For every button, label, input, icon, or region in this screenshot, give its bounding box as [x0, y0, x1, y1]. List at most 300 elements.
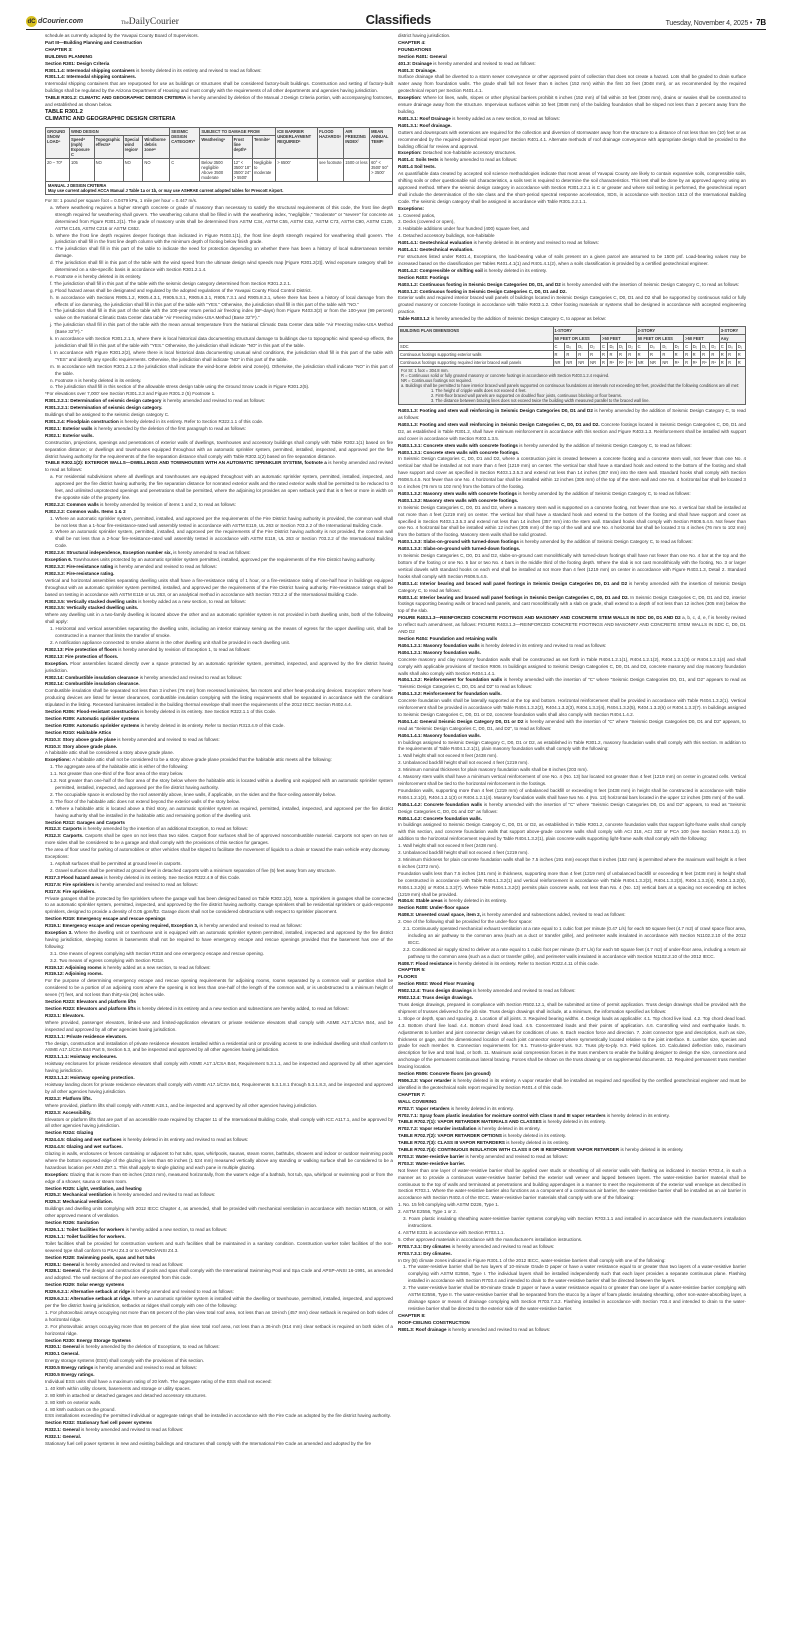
paragraph: [45, 826, 393, 833]
paragraph-text: In Seismic Design Categories C, D0, D1 and D2, where a masonry stem wall is supported on a concrete footing, not fewer than one No. 4 vertical bar shall be installed at not more than 4 feet (1219 mm) on center. The vertical bar shall have a standard hook and extend to the bottom of the footing and shall have support and cover as specified in Section R403.1.3.5.3 and extend not less than 14 inches (357 mm) into the stem wall. Standard hooks shall comply with Section R608.5.4.5. Not fewer than one No. 4 horizontal bar shall be installed within 12 inches (305 mm) of the top of the wall and one No. 4 horizontal bar shall be located 3 to 4 inches (76 mm to 102 mm) from the bottom of the footing. Masonry stem walls shall be solid grouted.: [398, 504, 746, 538]
paragraph-lead: Section R306: Flood-resistant construction: [45, 709, 139, 715]
paragraph: [45, 978, 393, 999]
table-cell: C: [719, 343, 726, 351]
list-item: 3. The floor of the habitable attic does not extend beyond the exterior walls of the story below.: [50, 798, 240, 804]
table-cell: C: [553, 343, 565, 351]
paragraph-text: 3. Minimum nominal thickness for plain masonry foundation walls shall be 8 inches (203 mm).: [398, 767, 588, 773]
paragraph: [45, 426, 393, 433]
paragraph: [398, 760, 746, 767]
table-cell: NO: [94, 158, 123, 181]
paragraph-text: is hereby deleted in its entirety. See Section R322.4.9 of this Code.: [102, 874, 241, 880]
masthead: [26, 13, 766, 30]
paragraph-lead: R302.13: Fire protection of floors: [45, 646, 117, 652]
paragraph-text: Exceptions:: [45, 854, 69, 860]
list-item: 2. The water-resistive barrier shall be 60-minute Grade D paper or have a water resistance equal to or greater than one layer of a water-resistive barrier complying with ASTM E2556, Type II. The water-resistive barrier shall be separated from the stucco by a layer of foam plastic insulating sheathing, other non-water-absorbing layer, a drainage space or means of drainage complying with Section R703.7.3.2. Flashing installed in accordance with Section 703.4 and intended to drain to the water-resistive barrier shall be directed to the exterior side of the water-resistive barrier.: [403, 1285, 746, 1311]
paragraph-text: A habitable attic shall be considered a story above grade plane.: [45, 750, 174, 756]
paragraph: [398, 643, 746, 650]
paragraph-text: Elevators or platform lifts that are part of an accessible route required by Chapter 11 of the International Building Code, shall comply with ICC A117.1, and be approved by all other agencies having jurisdiction.: [45, 1116, 393, 1129]
paragraph: [398, 1147, 746, 1154]
table-cell: D₀: [727, 343, 737, 351]
paragraph-lead: TABLE R702.7(2): VAPOR RETARDER OPTIONS: [398, 1133, 502, 1139]
section-heading: Section R329: Solar energy systems: [45, 1282, 125, 1288]
paragraph: [398, 1168, 746, 1203]
paragraph: [398, 1258, 746, 1265]
paragraph-lead: R319.12: Adjoining rooms: [45, 964, 102, 970]
list-item: a. Where weathering requires a higher strength concrete or grade of masonry than necessary to satisfy the structural requirements of this code, the frost line depth strength required for weathering shall govern. The weathering column shall be filled in with the weathering index, "negligible," "moderate" or "severe" for concrete as determined from Figure R301.2(1). The grade of masonry units shall be determined from ASTM C34, ASTM C55, ASTM C62, ASTM C73, ASTM C90, ASTM C129, ASTM C145, ASTM C216 or ASTM C652.: [50, 204, 393, 231]
paragraph-text: is hereby amended and revised to read as follows:: [130, 1289, 234, 1295]
paragraph-lead: R403.1.3.1: Concrete stem walls with concrete footings: [398, 442, 518, 448]
paragraph-lead: R401.4.2: Compressible or shifting soil: [398, 267, 483, 273]
list-item: 2. A notification appliance connected to smoke alarms in the other dwelling unit shall be provided in each dwelling unit.: [50, 639, 291, 645]
paragraph-lead: Exception:: [398, 150, 422, 156]
paragraph-text: Construction, projections, openings and penetrations of exterior walls of dwellings, townhouses and accessory buildings shall comply with Table R302.1(1) based on fire separation distance; or dwellings and townhouses equipped throughout with an automatic sprinkler system, permitted, installed, inspected, and approved per the fire district having authority for the requirements of the fire separation distance shall comply with Table R302.1(2) based on fire separation distance.: [45, 439, 393, 459]
paragraph: [45, 896, 393, 917]
table-cell: R: [673, 351, 684, 359]
paragraph: [398, 753, 746, 760]
paragraph-text: Where any dwelling unit in a two-family dwelling is located above the other and an automatic sprinkler system is not provided in both dwelling units, both of the following shall apply:: [45, 612, 393, 625]
paragraph: [45, 833, 393, 847]
paragraph-lead: R408.7: Flood resistance: [398, 960, 453, 966]
paragraph: [45, 33, 393, 40]
paragraph-text: A habitable attic shall not be considered to be a story above grade plane provided that the habitable attic meets all the following:: [71, 757, 332, 763]
section-heading: R703.2: Water-resistive barrier.: [398, 1160, 466, 1166]
paragraph-lead: R301.1.4: Intermodal shipping containers: [45, 67, 135, 73]
section-heading: Section R328: Swimming pools, spas and hot tubs: [45, 1254, 156, 1260]
paragraph-text: Hoistway landing doors for private residence elevators shall comply with ASME A17.1/CSA B44, Requirements 5.3.1.8.1 through 5.3.1.8.3, and be inspected and approved by all other agencies having jurisdiction.: [45, 1081, 393, 1094]
section-heading: Section R319: Emergency escape and rescue openings: [45, 916, 166, 922]
paragraph-text: 1. Wall height shall not exceed 8 feet (2438 mm).: [398, 753, 498, 759]
paragraph: [45, 557, 393, 564]
paragraph-text: Concrete foundation walls shall be laterally supported at the top and bottom. Horizontal reinforcement shall be provided in accordance with Table R404.1.3.2(1). Vertical reinforcement shall be provided in accordance with Table R404.1.3.2(2), R404.1.3.2(3), R404.1.3.2(4), R404.1.3.2(5), R404.1.3.2(6) or R404.1.3.2(7). In buildings assigned to Seismic Design Categories C, D0, D1 or D2, concrete foundation walls shall also comply with Section R404.1.4.2.: [398, 698, 746, 717]
paragraph-text: is hereby deleted in its entirety. Refer to Section R322.4.11 of this code.: [452, 960, 599, 966]
paragraph-text: is hereby deleted in its entirety.: [476, 1126, 541, 1132]
table-cell: R: [719, 351, 726, 359]
paragraph-text: is hereby deleted in its entirety and revised to read as follows:: [479, 642, 607, 648]
paragraph-text: is hereby deleted in its entirety. See Section R322.1.1 of this Code.: [138, 709, 277, 715]
page-number: 7B: [756, 18, 766, 27]
bullet: •: [749, 20, 753, 27]
manual-j-title: MANUAL J DESIGN CRITERIA: [48, 182, 107, 188]
paragraph-text: is hereby amended and revised to read as follows:: [79, 1261, 184, 1267]
table-cell: NR: [648, 359, 660, 367]
paragraph-text: is hereby amended and revised to read as follows:: [431, 60, 536, 66]
section-heading: Section R330: Energy Storage Systems: [45, 1337, 131, 1343]
table-cell: R: [710, 351, 719, 359]
footnote-subline: 2. First-floor braced wall panels are supported on doubled floor joists, continuous blocking or floor beams.: [431, 393, 622, 399]
section-heading: R401.3: Drainage.: [398, 67, 437, 73]
table-cell: D₁: [577, 343, 589, 351]
footing-table: [398, 326, 746, 367]
paragraph-text: is hereby added as a new section, to read as follows:: [450, 115, 560, 121]
paragraph: [398, 233, 746, 240]
table-row: [399, 359, 746, 367]
table-title: CLIMATIC AND GEOGRAPHIC DESIGN CRITERIA: [45, 116, 176, 123]
paragraph-text: is hereby amended by the addition of Seismic Design Category C, to read as follows:: [518, 539, 693, 545]
paragraph: [398, 1209, 746, 1216]
paragraph-text: is hereby deleted in its entirety.: [619, 1147, 684, 1153]
table-cell: Rᵃ: [710, 359, 719, 367]
table-cell: R: [684, 351, 691, 359]
paragraph-lead: Exception 6.: [45, 557, 73, 563]
paragraph: [398, 774, 746, 788]
paragraph: [45, 1020, 393, 1034]
section-heading: R302.14: Combustible insulation clearance.: [45, 681, 140, 687]
section-heading: R323.1.1.2: Hoistway opening protection.: [45, 1075, 135, 1081]
paragraph-text: is hereby added a new section, to read as follows:: [124, 1227, 228, 1232]
section-heading: Section R324: Glazing: [45, 1130, 94, 1136]
section-heading: ROOF-CEILING CONSTRUCTION: [398, 1319, 470, 1325]
table-cell: Rᵃ: [608, 359, 618, 367]
paragraph: [45, 750, 393, 757]
paragraph-lead: R702.7.1: Spray foam plastic insulation for moisture control with Class II and III vapor retarders: [398, 1112, 606, 1118]
paragraph-lead: 401.3: Drainage: [398, 60, 432, 66]
paragraph-text: Where the dwelling unit or townhouse unit is equipped with an automatic sprinkler system permitted, installed, inspected and approved by the fire district having jurisdiction, sleeping rooms in basements shall not be required to have emergency escape and rescue openings provided that the basement has one of the following:: [45, 930, 393, 949]
paragraph-text: Glazing in walls, enclosures or fences containing or adjacent to hot tubs, spas, whirlpools, saunas, steam rooms, bathtubs, showers and indoor or outdoor swimming pools where the bottom exposed edge of the glazing is less than 60 inches (1 524 mm) measured vertically above any standing or walking surface shall be considered to be a hazardous location per ANSI Z97.1. This shall apply to single glazing and each pane in multiple glazing.: [45, 1151, 393, 1170]
section-heading: CHAPTER 4:: [398, 39, 426, 45]
site-logo-text: dCourier.com: [38, 18, 84, 25]
paragraph: [45, 1427, 393, 1434]
table-cell: 2-STORY: [636, 327, 719, 335]
list-item: g. Flood hazard areas shall be designated and regulated by the adopted regulations of the Yavapai County Flood Control District.: [50, 287, 312, 293]
paragraph-lead: R403.1.4: Interior bearing and braced wall panel footings in Seismic Design Categories D0, D1 and D2: [398, 580, 628, 586]
table-cell: D₂: [589, 343, 601, 351]
paragraph-lead: R403.1.3.2: Masonry stem walls with concrete footings: [398, 490, 517, 496]
list-item: m. In accordance with Section R301.2.1.2 the jurisdiction shall indicate the wind-borne debris wind zone(s). Otherwise, the jurisdiction shall indicate "NO" in this part of the table.: [50, 363, 393, 376]
paragraph: [45, 1041, 393, 1055]
paragraph-lead: R408.3: Unvented crawl space, item 2,: [398, 912, 481, 918]
paragraph-text: is hereby amended and revised to read as follows:: [113, 564, 217, 569]
paragraph-lead: R401.4: Soils tests: [398, 157, 439, 163]
table-cell: SUBJECT TO DAMAGE FROM: [200, 127, 276, 135]
table-cell: R: [736, 359, 745, 367]
paragraph-text: 1. Slope or depth, span and spacing. 2. Location of all joints. 3. Required bearing widths. 4. Design loads as applicable: 4.1. Top chord live load. 4.2. Top chord dead load. 4.3. Bottom chord live load. 4.4. Bottom chord dead load. 4.5. Concentrated loads and their points of application. 4.6. Controlling wind and earthquake loads. 5. Adjustments to lumber and joint connector design values for conditions of use. 6. Each reaction force and direction. 7. Joint connector type and description, such as size, thickness or gage, and the dimensioned location of each joint connector except where symmetrically located relative to the joint interface. 8. Lumber size, species and grade for each member. 9. Connection requirements for: 9.1. Truss-to-girder-truss. 9.2. Truss ply-to-ply. 9.3. Field splices. 10. Calculated deflection ratio, maximum description for live and total load, or both. 11. Maximum axial compression forces in the truss members to enable the building designer to design the size, connections and anchorage of the permanent continuous lateral bracing. Forces shall be shown on the truss drawing or on supplemental documents. 12. Required permanent truss member bracing location.: [398, 1015, 746, 1070]
paragraph: [45, 1227, 393, 1234]
paragraph-lead: R324.4.5: Glazing and wet surfaces: [45, 1137, 122, 1143]
paragraph-lead: Exceptions:: [45, 757, 72, 763]
list-item: 2. The occupiable space is enclosed by the roof assembly above, knee walls, if applicable, on the sides and the floor-ceiling assembly below.: [50, 791, 336, 797]
table-cell: NO: [123, 158, 143, 181]
section-heading: CHAPTER 7:: [398, 1091, 426, 1097]
table-cell: R: [577, 351, 589, 359]
list-item: 4. Where a habitable attic is located above a third story, an automatic sprinkler system as required, permitted, installed, inspected, and approved per the fire district having authority shall be installed in the habitable attic and remaining portion of the dwelling unit.: [50, 805, 393, 818]
paragraph-text: 4. 80 kWh outdoors on the ground.: [45, 1406, 116, 1412]
list-item: 2. Gravel surfaces shall be permitted at ground level in detached carports with a minimum separation of five (5) feet away from any structure.: [50, 867, 336, 873]
section-heading: Section R325: Light, ventilation, and heating: [45, 1185, 142, 1191]
table-cell: see footnote: [318, 158, 344, 181]
paragraph-lead: R403.1.3: Footing and stem wall reinforcing in Seismic Design Categories D0, D1 and D2: [398, 408, 593, 414]
paragraph: [398, 150, 746, 157]
paragraph: [398, 961, 746, 968]
paragraph-text: is hereby deleted in its entirety.: [541, 1119, 606, 1125]
paragraph-text: 1. 40 kWh within utility closets, basements and storage or utility spaces.: [45, 1385, 191, 1391]
paragraph-lead: R302.2.2: Common walls: [45, 501, 99, 507]
paragraph-lead: R801.3: Roof drainage: [398, 1326, 447, 1332]
paragraph-text: Hoistway enclosures for private residence elevators shall comply with ASME A17.1/CSA B44, Requirement 5.3.1.1, and be inspected and approved by all other agencies having jurisdiction.: [45, 1061, 393, 1074]
paragraph: [45, 1386, 393, 1393]
paragraph-text: 2. For photovoltaic arrays occupying more than 66 percent of the plan view total roof area, not less than a 36-inch (914 mm) clear setback is required on both sides of a horizontal ridge.: [45, 1323, 393, 1336]
paragraph-text: is hereby amended with the insertion of "C" where "Seismic Design Categories D0, D1 and D2" appears, to read as "Seismic Design Categories C, D0, D1, and D2", to read as follows:: [398, 718, 746, 731]
table-cell: SEISMIC DESIGN CATEGORYᶠ: [170, 127, 200, 158]
table-cell: >50 FEET: [601, 335, 637, 343]
paragraph: [45, 391, 393, 398]
paragraph-lead: Exception 3.: [45, 930, 73, 936]
table-cell: Rᵃ: [627, 359, 636, 367]
table-cell: D₂: [627, 343, 636, 351]
paragraph: [45, 95, 393, 109]
paragraph-text: is hereby deleted in its entirety.: [501, 1133, 567, 1139]
paragraph-text: is hereby amended by revision of items 1 and 2, to read as follows:: [98, 501, 236, 507]
table-cell: Windborne debris zoneᵐ: [143, 135, 170, 158]
table-cell: 50 FEET OR LESS: [553, 335, 601, 343]
section-heading: R301.1.4: Intermodal shipping containers.: [45, 74, 137, 80]
table-cell: D₁: [701, 343, 710, 351]
paragraph-text: Glazing that is more than 60 inches (1524 mm), measured horizontally, from the water's edge of a bathtub, hot tub, spa, whirlpool or swimming pool or from the edge of a shower, sauna or steam room.: [45, 1171, 393, 1184]
paragraph-text: Individual ESS units shall have a maximum rating of 20 kWh. The aggregate rating of the ESS shall not exceed:: [45, 1378, 272, 1384]
table-cell: Weatheringᵃ: [200, 135, 232, 158]
footnote-line: a. Buildings shall be permitted to have interior braced wall panels supported on continuous foundations at intervals not exceeding 50 feet, provided that the following conditions are all met:: [401, 383, 740, 389]
paragraph-text: is hereby deleted in its entirety. Refer to Section R322.1.1 of this code.: [118, 418, 264, 424]
list-item: 3.1. One means of egress complying with Section R318 and one emergency escape and rescue opening.: [50, 950, 264, 956]
paragraph-text: 3. Minimum thickness for plain concrete foundation walls shall be 7.5 inches (191 mm) except that 6 inches (152 mm) is permitted where the maximum wall height is 4 feet 6 inches (1372 mm).: [398, 856, 746, 869]
table-cell: R: [691, 351, 701, 359]
paragraph-lead: R403.1.3: Footing and stem wall reinforcing in Seismic Design Categories C, D0, D1 and D2.: [398, 421, 600, 427]
paragraph-lead: R317.5: Fire sprinklers: [45, 881, 95, 887]
table-cell: R: [701, 351, 710, 359]
paragraph-lead: FIGURE R403.1.3—REINFORCED CONCRETE FOOTINGS AND MASONRY AND CONCRETE STEM WALLS IN SDC D0, D1 AND D2: [398, 615, 681, 621]
site-logo[interactable]: [26, 16, 121, 27]
section-heading: R401.4.1: Geotechnical evaluation.: [398, 247, 474, 253]
paragraph: [45, 578, 393, 599]
paragraph: [398, 254, 746, 268]
table-cell: R: [565, 351, 577, 359]
paragraph-lead: TABLE R301.2: CLIMATIC AND GEOGRAPHIC DESIGN CRITERIA: [45, 95, 187, 101]
paragraph-text: is hereby amended with the insertion of "C" where "Seismic Design Categories D0, D1, and D2" appears to read as "Seismic Design Categories C, D0, D1 and D2" to read as follows:: [398, 677, 746, 690]
footnote-subline: 1. The height of cripple walls does not exceed 4 feet.: [431, 388, 527, 394]
table-cell: D₂: [710, 343, 719, 351]
paragraph: [398, 898, 746, 905]
paragraph-lead: R502.12.4: Truss design drawings: [398, 988, 472, 994]
table-cell: C: [684, 343, 691, 351]
paragraph-text: For SI: 1 pound per square foot = 0.0479 kPa, 1 mile per hour = 0.447 m/s.: [45, 197, 198, 203]
table-cell: R: [553, 351, 565, 359]
paragraph: [45, 1192, 393, 1199]
table-cell: R: [589, 351, 601, 359]
table-cell: R: [601, 351, 608, 359]
paragraph-lead: R328.1: General.: [45, 1268, 82, 1274]
paragraph-lead: R401.3.1: Roof Drainage: [398, 115, 451, 121]
paragraph: [45, 1103, 393, 1110]
paragraph-lead: R326.1.1: Toilet facilities for workers: [45, 1227, 125, 1232]
table-cell: R: [608, 351, 618, 359]
paragraph-text: is hereby deleted in its entirety.: [449, 1105, 514, 1111]
paragraph: [45, 661, 393, 675]
list-item: 3. Foam plastic insulating sheathing water-resistive barrier systems complying with Section R703.1.1 and installed in accordance with the manufacturer's installation instructions.: [403, 1216, 746, 1228]
paragraph: [45, 1441, 393, 1448]
paragraph-lead: R330.1: General: [45, 1344, 80, 1350]
paragraph: [398, 857, 746, 871]
table-cell: 50 FEET OR LESS: [636, 335, 684, 343]
climate-design-criteria-table: [45, 127, 393, 182]
section-heading: R401.4 Soil tests.: [398, 164, 436, 170]
section-heading: Section R310: Habitable Attics: [45, 729, 112, 735]
paragraph: [398, 919, 746, 926]
paragraph-lead: R401.4.1: Geotechnical evaluation: [398, 240, 473, 246]
paragraph: [45, 1006, 393, 1013]
paragraph-text: is hereby amended by the addition of Seismic Design Category C, to read as follows:: [516, 490, 691, 496]
paragraph: [45, 1296, 393, 1310]
paragraph-text: is hereby amended and revised to read as follows:: [93, 1365, 197, 1371]
paragraph: [398, 1244, 746, 1251]
section-heading: R403.1.3.2: Masonry stem walls with concrete footings.: [398, 497, 519, 503]
paragraph-lead: R319.1: Emergency escape and rescue opening required, Exception 3,: [45, 923, 199, 929]
paragraph-text: Floor assemblies located directly over a space protected by an automatic sprinkler system, permitted, inspected, and approved by the fire district having jurisdiction.: [45, 660, 393, 673]
list-item: e. Footnote e is hereby deleted in its entirety.: [50, 273, 142, 279]
paragraph-text: In Seismic Design Categories C, D0, D1 and D2, interior footings supporting bearing walls or braced wall panels, and cast monolithically with a slab on grade, shall extend to a depth of not less than 12 inches (305 mm) below the top of the slab.: [398, 594, 746, 614]
section-heading: R403.1.3.3: Slabs-on-ground with turned-down footings.: [398, 546, 521, 552]
table-cell: Rᵃ: [617, 359, 626, 367]
paragraph: [45, 1082, 393, 1096]
table-cell: D₀: [691, 343, 701, 351]
list-item: 2. Where an automatic sprinkler system, permitted, installed, and approved per the requirements of the Fire District having authority is not provided, the common wall shall be not less than a 2-hour fire-resistance-rated wall assembly tested in accordance with ASTM E119, UL 263 or Section 703.2.2 of the International Building Code.: [50, 529, 393, 549]
paragraph: [45, 1344, 393, 1351]
table-cell: R: [648, 351, 660, 359]
section-heading: FLOORS: [398, 974, 418, 980]
table-cell: R: [719, 359, 726, 367]
paragraph-text: 2. 80 kWh in attached or detached garages and detached accessory structures.: [45, 1392, 207, 1398]
paragraph: [398, 1140, 746, 1147]
paragraph-text: 5. Other approved materials in accordance with the manufacturer's installation instructions.: [398, 1236, 583, 1242]
paragraph: [45, 1407, 393, 1414]
section-heading: R404.1.3.2: Reinforcement for foundation walls.: [398, 691, 502, 697]
paragraph-text: 4. ASTM E331 in accordance with Section R703.1.1.: [398, 1229, 505, 1235]
section-title: Classifieds: [365, 12, 431, 27]
section-heading: Section R506: Concrete floors (on ground): [398, 1071, 491, 1077]
paragraph: [45, 709, 393, 716]
paragraph: [45, 612, 393, 626]
table-cell: WIND DESIGN: [69, 127, 169, 135]
paragraph: [398, 802, 746, 816]
section-heading: Section R332: Stationary fuel cell power systems: [45, 1420, 152, 1426]
table-cell: 1-STORY: [553, 327, 636, 335]
paragraph: [398, 677, 746, 691]
paragraph: [45, 723, 393, 730]
paragraph: [45, 688, 393, 709]
paragraph-lead: R506.2.3: Vapor retarder: [398, 1077, 452, 1083]
paragraph-text: Detached non-habitable accessory structures.: [421, 150, 517, 156]
section-heading: R323.1: Elevators.: [45, 1012, 85, 1018]
section-heading: R403.1.3.1: Concrete stem walls with concrete footings.: [398, 449, 520, 455]
paragraph: [45, 1365, 393, 1372]
paragraph: [398, 505, 746, 540]
paragraph: [398, 282, 746, 289]
section-heading: R310.3: Story above grade plane.: [45, 743, 118, 749]
paragraph-text: is hereby amended to read as follows:: [438, 157, 518, 163]
paragraph: [398, 698, 746, 719]
newspaper-prefix: The: [121, 21, 129, 26]
table-cell: D₂: [673, 343, 684, 351]
paragraph-lead: R702.7.2: Vapor retarder installation: [398, 1126, 477, 1132]
paragraph-lead: R703.7.3.1: Dry climates: [398, 1243, 451, 1249]
table-header-row: [46, 127, 393, 135]
paragraph: [398, 1002, 746, 1016]
table-row: [399, 351, 746, 359]
paragraph: [45, 1061, 393, 1075]
paragraph: [398, 491, 746, 498]
paragraph-text: is hereby amended by the deletion of the first paragraph to read as follows:: [92, 425, 246, 431]
table-cell: NR: [553, 359, 565, 367]
section-heading: R324.4.5: Glazing and wet surfaces.: [45, 1144, 123, 1150]
section-heading: R502.12.4: Truss design drawings.: [398, 995, 474, 1001]
paragraph-text: Where lot lines, walls, slopes or other physical barriers prohibit 6 inches (152 mm) of fall within 10 feet (3048 mm), drains or swales shall be constructed to ensure drainage away from the structure. Impervious surfaces within 10 feet (3048 mm) of the building foundation shall be sloped not less than 2 percent away from the building.: [398, 95, 746, 114]
paragraph-text: 2. Decks (covered or open),: [398, 219, 455, 225]
paragraph-text: Private garages shall be protected by fire sprinklers where the garage wall has been designed based on Table R302.1(2), Note a. Sprinklers in garages shall be connected to an automatic sprinkler system, permitted, inspected, and approved by the fire district having authority. Garage sprinklers shall be residential sprinklers or quick-response sprinklers, designed to provide a density of 0.05 gpm/ft2. Garage doors shall not be considered obstructions with respect to sprinkler placement.: [45, 895, 393, 915]
paragraph-text: Combustible insulation shall be separated not less than 3 inches (76 mm) from recessed luminaires, fan motors and other heat-producing devices. Exception: Where heat-producing devices are listed for lesser clearances, combustible insulation complying with the listing requirements shall be separated in accordance with the conditions stipulated in the listing. Recessed luminaires installed in the building thermal envelope shall meet the requirements of the 2012 IECC Section R402.4.4.: [45, 688, 393, 708]
paragraph-text: Where provided, platform lifts shall comply with ASME A18.1, and be inspected and approved by all other agencies having jurisdiction.: [45, 1102, 318, 1108]
section-heading: R401.3.1: Roof drainage.: [398, 122, 452, 128]
paragraph-text: is hereby amended by the insertion of an additional Exception, to read as follows:: [81, 826, 249, 832]
list-item: b. Where the frost line depth requires deeper footings than indicated in Figure R403.1(1), the frost line depth strength required for weathering shall govern. The jurisdiction shall fill in the frost line depth column with the minimum depth of footing below finish grade.: [50, 232, 393, 245]
paragraph-text: is hereby deleted in its entirety. Refer to Section R313.4.9 of this Code.: [139, 722, 285, 728]
paragraph-text: 1. No. 15 felt complying with ASTM D226, Type 1.: [398, 1202, 500, 1208]
paragraph-text: Foundation walls, supporting more than 4 feet (1219 mm) of unbalanced backfill or exceeding 8 feet (2438 mm) in height shall be constructed in accordance with Table R404.1.2.1(2), R404.1.2.1(3) or R404.1.2.1(4). Masonry foundation walls shall have two No. 4 (No. 13) horizontal bars located in the upper 12 inches (305 mm) of the wall.: [398, 787, 746, 800]
paragraph: [45, 1172, 393, 1186]
paragraph-text: is hereby amended by the addition of Seismic Design Category C, to appear as below:: [429, 316, 607, 322]
paragraph: [398, 61, 746, 68]
paragraph: [45, 1268, 393, 1282]
paragraph-lead: R703.2: Water-resistive barrier: [398, 1153, 465, 1159]
paragraph: [398, 456, 746, 491]
paragraph: [398, 988, 746, 995]
paragraph-text: a, b, c, d, e, f is hereby revised to reflect such amendment, as follows: FIGURE R403.1.3—REINFORCED CONCRETE FOOTINGS AND MASONRY AND CONCRETE STEM WALLS IN SDC C, D0, D1 AND D2: [398, 615, 746, 635]
table-cell: MEAN ANNUAL TEMPʲ: [370, 127, 393, 158]
paragraph-text: Buildings and dwelling units complying with 2012 IECC Chapter 4, as amended, shall be provided with mechanical ventilation in accordance with Section M1505, or with other approved means of ventilation.: [45, 1206, 393, 1219]
list-item: 2.2. Conditioned air supply sized to deliver at a rate equal to 1 cubic foot per minute (0.47 L/s) for each 50 square feet (4.7 m2) of under-floor area, including a return air pathway to the common area (such as a duct or transfer grille), and perimeter walls insulated in accordance with Section N1102.2.10 of the 2012 IECC.: [403, 946, 746, 959]
table-cell: R: [636, 351, 648, 359]
paragraph: [45, 882, 393, 889]
section-heading: R404.1.2.1: Masonry foundation walls.: [398, 649, 481, 655]
paragraph: [45, 1262, 393, 1269]
paragraph-text: Gutters and downspouts with extensions are required for the collection and diversion of stormwater away from the structure to a distance of not less than ten (10) feet or as recommended by the required geotechnical report per Section R401.4.1. Alternate methods of roof drainage conveyance with appropriate design shall be provided to the building official for review and approval.: [398, 129, 746, 149]
paragraph-text: Truss design drawings, prepared in compliance with Section R502.12.1, shall be submitted at time of permit application. Truss design drawings shall be provided with the shipment of trusses delivered to the job site. Truss design drawings shall include, at a minimum, the information specified as follows:: [398, 1002, 746, 1014]
paragraph-lead: TABLE R302.1(2): EXTERIOR WALLS—DWELLINGS AND TOWNHOUSES WITH AN AUTOMATIC SPRINKLER SYSTEM, footnote a: [45, 460, 327, 466]
paragraph: [398, 615, 746, 636]
paragraph-lead: R404.6: Stable areas: [398, 898, 443, 904]
table-cell: 12" < 3500' 18" 3500' 24" > 5500': [233, 159, 251, 180]
paragraph: [45, 1117, 393, 1131]
paragraph: [398, 95, 746, 116]
table-cell: FLOOD HAZARDSᵍ: [318, 127, 344, 158]
section-heading: R326.1.1: Toilet facilities for workers.: [45, 1233, 126, 1239]
table-cell: Negligible to moderate: [252, 158, 275, 181]
paragraph: [45, 965, 393, 972]
paragraph: [398, 1133, 746, 1140]
footnote-subline: 3. The distance between bracing lines does not exceed twice the building width measured parallel to the braced wall line.: [431, 398, 650, 404]
list-item: 2.1. Continuously operated mechanical exhaust ventilation at a rate equal to 1 cubic foot per minute (0.47 L/s) for each 50 square feet (4.7 m2) of crawl space floor area, including an air pathway to the common area (such as a duct or transfer grille), and perimeter walls insulated in accordance with Section N1102.2.10 of the 2012 IECC.: [403, 926, 746, 945]
table-footnote: [45, 182, 393, 195]
table-cell: R: [684, 359, 691, 367]
paragraph-text: is hereby amended and subsections added, revised to read as follows:: [480, 912, 626, 918]
table-cell: R: [736, 351, 745, 359]
list-item: l. In accordance with Figure R301.2(2), where there is local historical data documenting unusual wind conditions, the jurisdiction shall fill in this part of the table with "YES" and identify any specific requirements. Otherwise, the jurisdiction shall indicate "NO" in this part of the table.: [50, 349, 393, 362]
paragraph-text: For the purpose of determining emergency escape and rescue opening requirements for adjoining rooms, rooms separated by a common wall or partition shall be considered to be a portion of an adjoining room where the opening is not less than one-half of the length of the common wall, or is unobstructed to a minimum height of seven (7) feet, and not less than thirty-six (36) inches wide.: [45, 978, 393, 998]
paragraph-text: The design and construction of pools and spas shall comply with the International Swimming Pool and Spa Code and APSP-ANSI 16-1991, as amended and adopted. The wall sections of the pool are exempted from this code.: [45, 1268, 393, 1281]
paragraph-lead: R302.3.5: Vertically stacked dwelling units: [45, 598, 137, 604]
section-heading: Section R404: Foundation and retaining walls: [398, 635, 498, 641]
section-heading: Exceptions:: [398, 205, 425, 211]
list-item: d. The jurisdiction shall fill in this part of the table with the wind speed from the ultimate design wind speeds map [Figure R301.2(2)]. Wind exposure category shall be determined on a site-specific basis in accordance with Section R301.2.1.4.: [50, 260, 393, 273]
paragraph: [45, 757, 393, 764]
table-cell: R: [727, 359, 737, 367]
